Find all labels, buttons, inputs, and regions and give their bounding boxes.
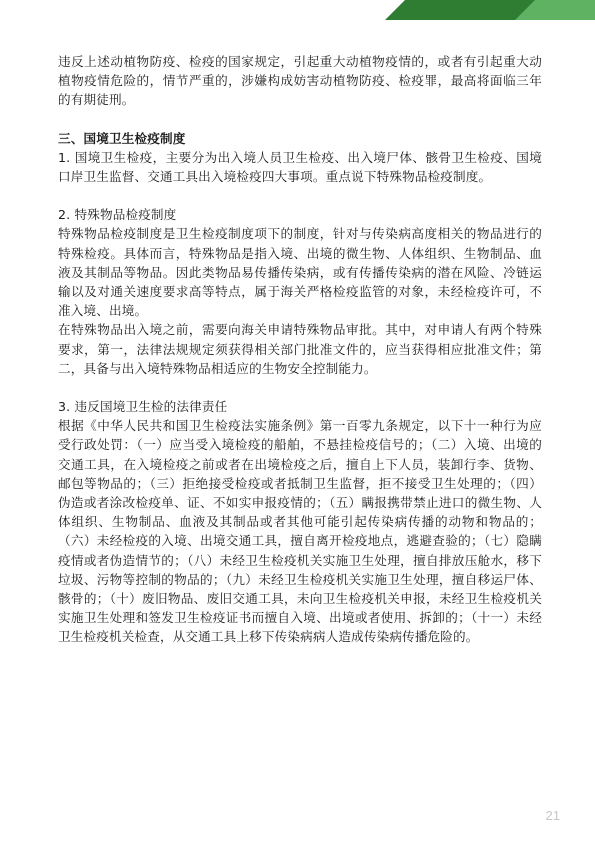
paragraph-border-health-overview: 1. 国境卫生检疫，主要分为出入境人员卫生检疫、出入境尸体、骸骨卫生检疫、国境口岸卫生监督、交通工具出入境检疫四大事项。重点说下特殊物品检疫制度。 [58,149,542,185]
document-body [58,52,542,647]
paragraph-plant-animal-penalty: 违反上述动植物防疫、检疫的国家规定，引起重大动植物疫情的，或者有引起重大动植物疫情危险的，情节严重的，涉嫌构成妨害动植物防疫、检疫罪，最高将面临三年的有期徒刑。 [58,54,542,108]
paragraph-legal-liability: 根据《中华人民共和国卫生检疫法实施条例》第一百零九条规定，以下十一种行为应受行政处罚：（一）应当受入境检疫的船舶，不悬挂检疫信号的；（二）入境、出境的交通工具，在入境检疫之前或者在出境检疫之后，擅自上下人员，装卸行李、货物、邮包等物品的；（三）拒绝接受检疫或者抵制卫生监督，拒不接受卫生处理的；（四）伪造或者涂改检疫单、证、不如实申报疫情的；（五）瞒报携带禁止进口的微生物、人体组织、生物制品、血液及其制品或者其他可能引起传染病传播的动物和物品的；（六）未经检疫的入境、出境交通工具，擅自离开检疫地点，逃避查验的；（七）隐瞒疫情或者伪造情节的；（八）未经卫生检疫机关实施卫生处理，擅自排放压舱水，移下垃圾、污物等控制的物品的；（九）未经卫生检疫机关实施卫生处理，擅自移运尸体、骸骨的；（十）废旧物品、废旧交通工具，未向卫生检疫机关申报，未经卫生检疫机关实施卫生处理和签发卫生检疫证书而擅自入境、出境或者使用、拆卸的；（十一）未经卫生检疫机关检查，从交通工具上移下传染病病人造成传染病传播危险的。 [58,418,542,645]
subsection-title-special-items: 2. 特殊物品检疫制度 [58,207,177,223]
paragraph-special-items-approval: 在特殊物品出入境之前，需要向海关申请特殊物品审批。其中，对申请人有两个特殊要求，第一，法律法规规定须获得相关部门批准文件的，应当获得相应批准文件；第二，具备与出入境特殊物品相适应的生物安全控制能力。 [58,322,542,376]
section-heading-border-health: 三、国境卫生检疫制度 [58,130,186,146]
corner-decoration [375,0,595,20]
subsection-title-legal-liability: 3. 违反国境卫生检的法律责任 [58,399,228,415]
paragraph-special-items-definition: 特殊物品检疫制度是卫生检疫制度项下的制度，针对与传染病高度相关的物品进行的特殊检疫。具体而言，特殊物品是指入境、出境的微生物、人体组织、生物制品、血液及其制品等物品。因此类物品易传播传染病，或有传播传染病的潜在风险、冷链运输以及对通关速度要求高等特点，属于海关严格检疫监管的对象，未经检疫许可，不准入境、出境。 [58,226,542,319]
page-number: 21 [545,808,560,823]
